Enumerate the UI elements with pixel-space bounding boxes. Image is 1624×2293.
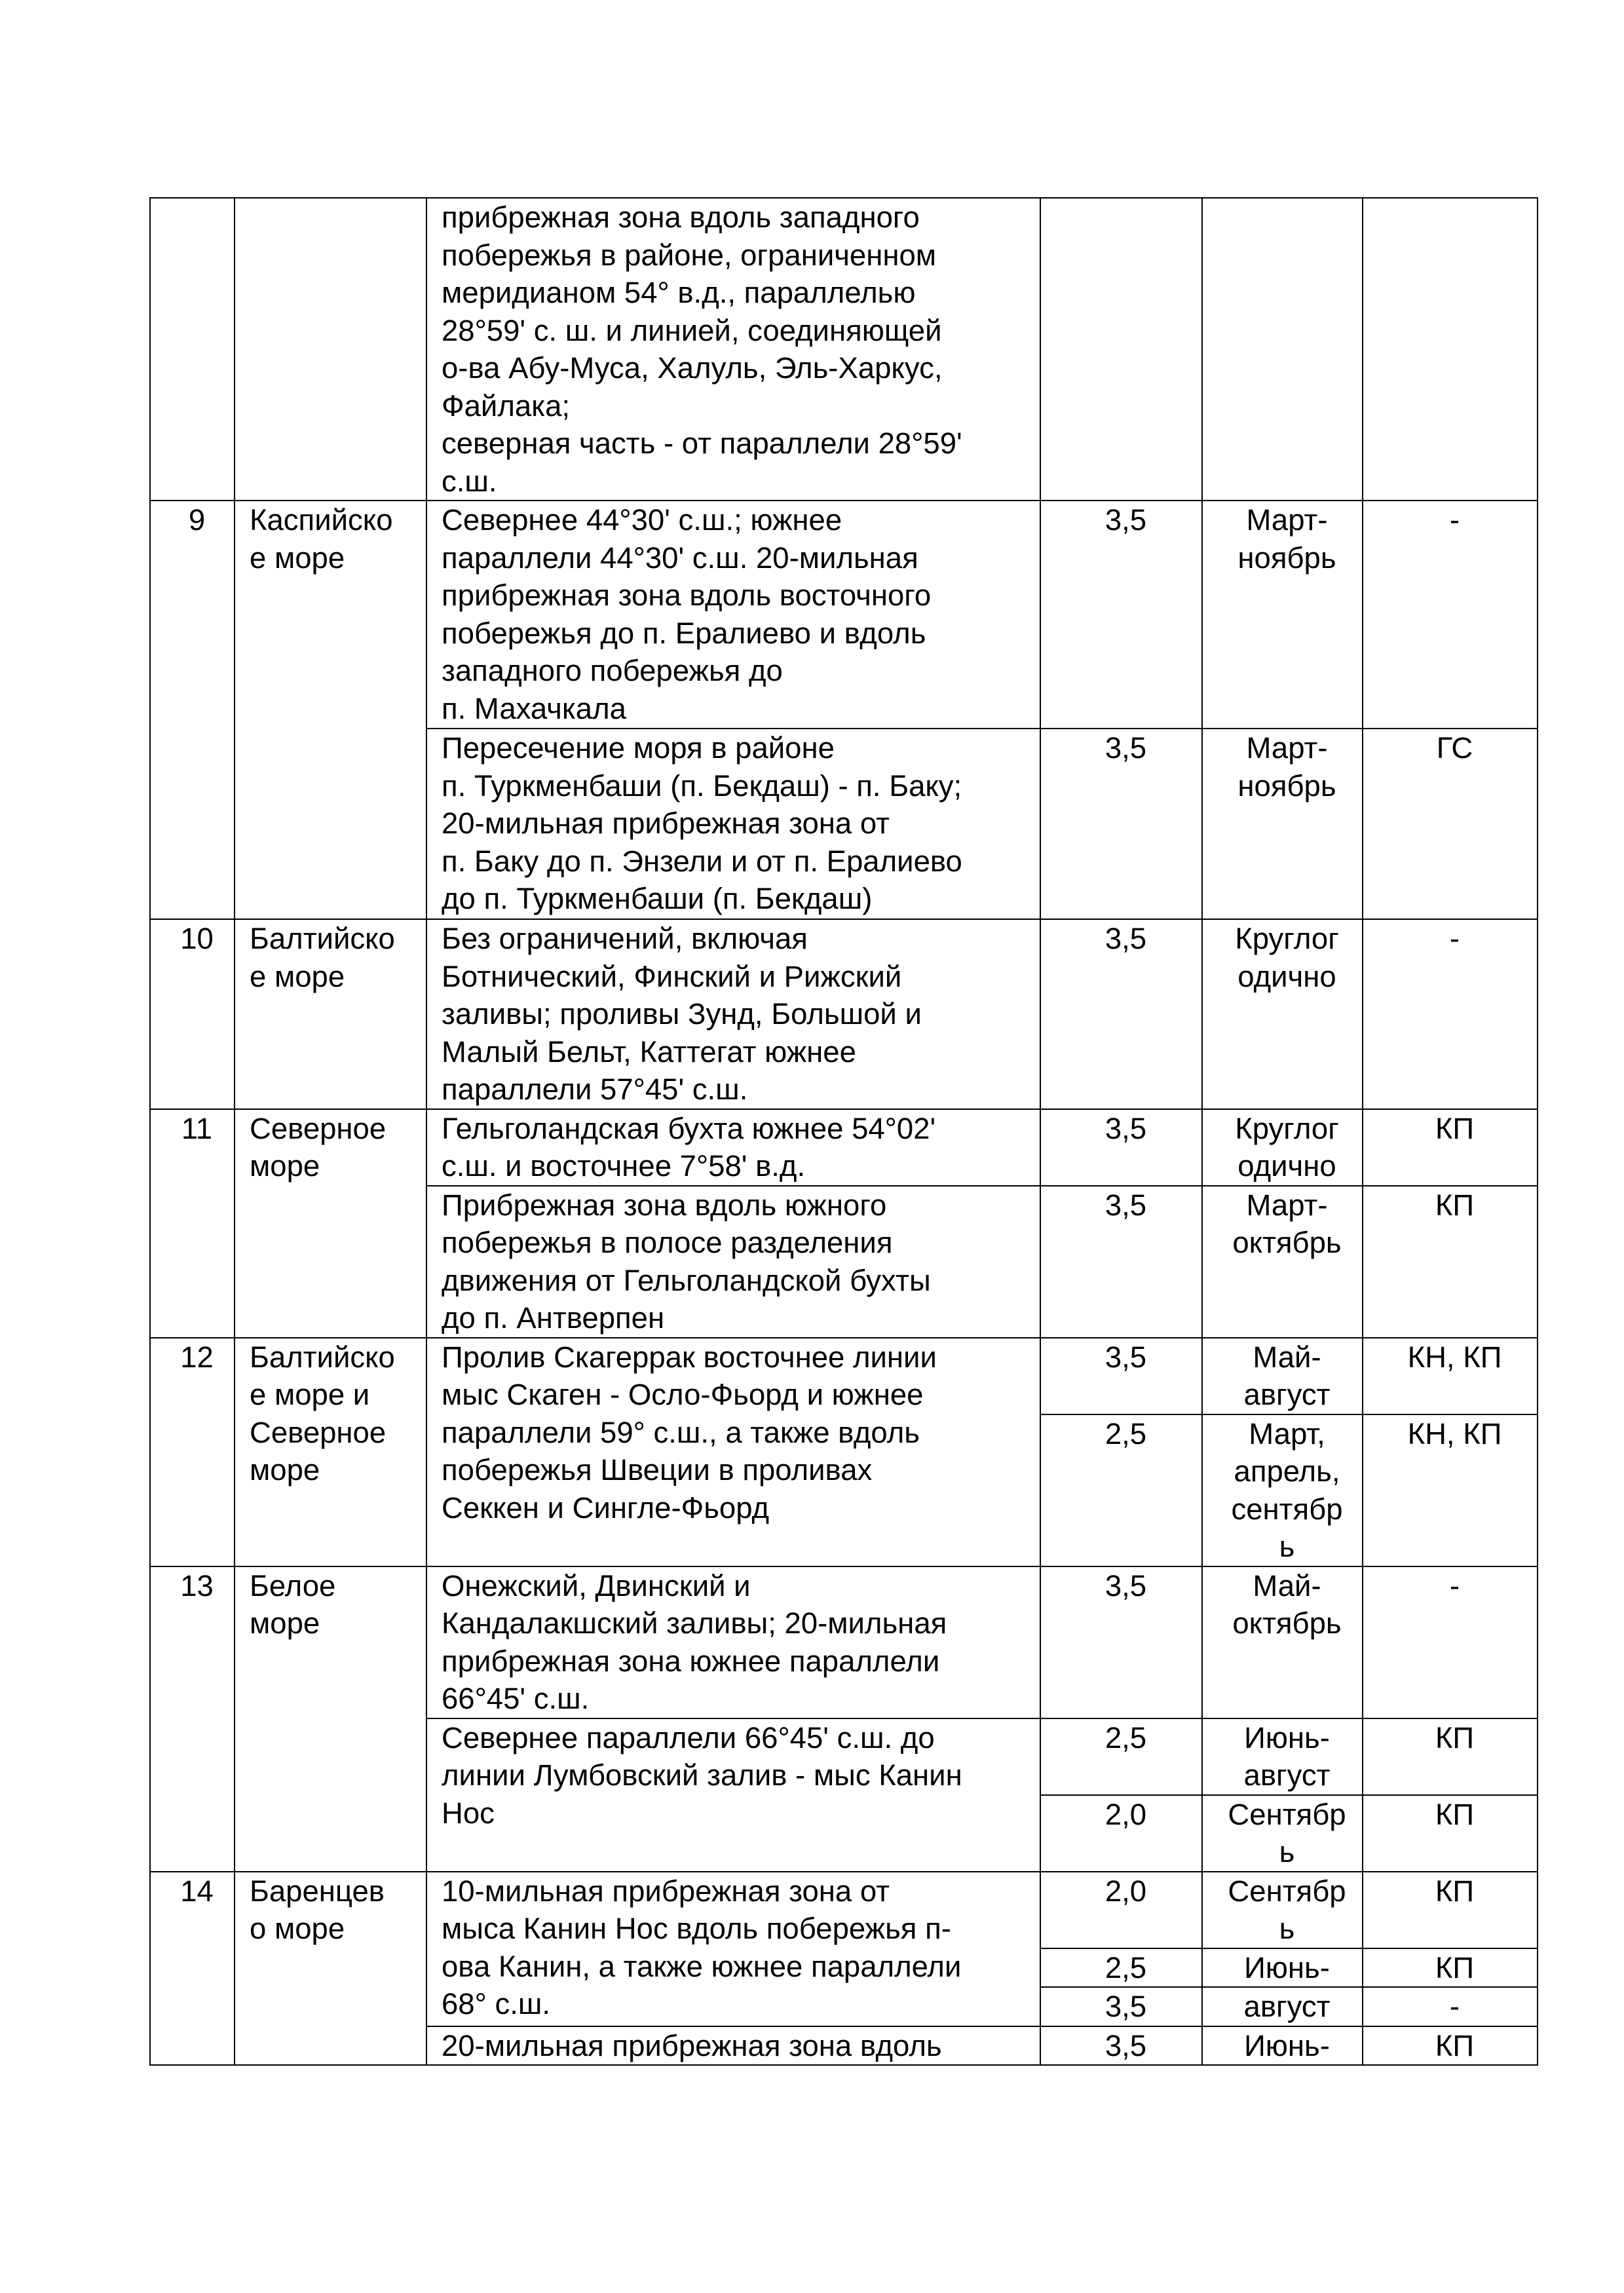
cell-sea: Балтийско е море и Северное море <box>235 1338 426 1566</box>
cell-period: Сентябр ь <box>1202 1795 1363 1872</box>
cell-area: Гельголандская бухта южнее 54°02' с.ш. и восточнее 7°58' в.д. <box>426 1109 1040 1186</box>
cell-period: Май- октябрь <box>1202 1566 1363 1718</box>
cell-period: Июнь- <box>1202 1948 1363 1988</box>
cell-number: 13 <box>150 1566 235 1872</box>
cell-area: Севернее 44°30' с.ш.; южнее параллели 44°30' с.ш. 20-мильная прибрежная зона вдоль восточного побережья до п. Ералиево и вдоль западного побережья до п. Махачкала <box>426 501 1040 729</box>
cell-period: август <box>1202 1987 1363 2026</box>
cell-notes: КП <box>1363 1948 1538 1988</box>
cell-wave-height: 3,5 <box>1040 2026 1202 2066</box>
cell-wave-height <box>1040 198 1202 501</box>
table-row <box>150 919 1538 1109</box>
cell-sea <box>235 198 426 501</box>
table-row <box>150 1338 1538 1414</box>
cell-wave-height: 3,5 <box>1040 501 1202 729</box>
table-row <box>150 1872 1538 1948</box>
cell-wave-height: 2,5 <box>1040 1718 1202 1795</box>
cell-period: Март- октябрь <box>1202 1186 1363 1338</box>
cell-sea: Баренцев о море <box>235 1872 426 2066</box>
cell-notes: КН, КП <box>1363 1338 1538 1414</box>
cell-wave-height: 3,5 <box>1040 1109 1202 1186</box>
cell-notes: - <box>1363 1987 1538 2026</box>
table-row <box>150 1109 1538 1186</box>
cell-number: 11 <box>150 1109 235 1338</box>
cell-wave-height: 2,0 <box>1040 1872 1202 1948</box>
cell-notes: КП <box>1363 1795 1538 1872</box>
cell-area: Севернее параллели 66°45' с.ш. до линии Лумбовский залив - мыс Канин Нос <box>426 1718 1040 1872</box>
cell-notes: КН, КП <box>1363 1414 1538 1566</box>
cell-area: 10-мильная прибрежная зона от мыса Канин Нос вдоль побережья п- ова Канин, а также южнее параллели 68° с.ш. <box>426 1872 1040 2026</box>
cell-sea: Балтийско е море <box>235 919 426 1109</box>
cell-period: Март, апрель, сентябр ь <box>1202 1414 1363 1566</box>
sea-areas-table <box>149 197 1538 2066</box>
cell-number <box>150 198 235 501</box>
cell-notes: КП <box>1363 1872 1538 1948</box>
cell-notes: - <box>1363 1566 1538 1718</box>
cell-notes: ГС <box>1363 729 1538 919</box>
cell-wave-height: 2,5 <box>1040 1414 1202 1566</box>
cell-period: Март- ноябрь <box>1202 729 1363 919</box>
cell-period: Июнь- август <box>1202 1718 1363 1795</box>
cell-sea: Белое море <box>235 1566 426 1872</box>
table-row <box>150 501 1538 729</box>
cell-notes: - <box>1363 919 1538 1109</box>
cell-number: 14 <box>150 1872 235 2066</box>
cell-period: Март- ноябрь <box>1202 501 1363 729</box>
cell-period: Сентябр ь <box>1202 1872 1363 1948</box>
cell-number: 9 <box>150 501 235 919</box>
cell-period: Круглог одично <box>1202 1109 1363 1186</box>
cell-period: Июнь- <box>1202 2026 1363 2066</box>
cell-wave-height: 3,5 <box>1040 1186 1202 1338</box>
cell-wave-height: 3,5 <box>1040 1338 1202 1414</box>
cell-sea: Северное море <box>235 1109 426 1338</box>
cell-area: прибрежная зона вдоль западного побережья в районе, ограниченном меридианом 54° в.д., параллелью 28°59' с. ш. и линией, соединяющей о-ва Абу-Муса, Халуль, Эль-Харкус, Файлака; северная часть - от параллели 28°59' с.ш. <box>426 198 1040 501</box>
cell-wave-height: 2,0 <box>1040 1795 1202 1872</box>
cell-area: Пересечение моря в районе п. Туркменбаши (п. Бекдаш) - п. Баку; 20-мильная прибрежная зона от п. Баку до п. Энзели и от п. Ералиево до п. Туркменбаши (п. Бекдаш) <box>426 729 1040 919</box>
cell-area: Пролив Скагеррак восточнее линии мыс Скаген - Осло-Фьорд и южнее параллели 59° с.ш., а также вдоль побережья Швеции в проливах Секкен и Сингле-Фьорд <box>426 1338 1040 1566</box>
cell-period <box>1202 198 1363 501</box>
cell-notes <box>1363 198 1538 501</box>
cell-notes: - <box>1363 501 1538 729</box>
cell-wave-height: 3,5 <box>1040 1566 1202 1718</box>
cell-notes: КП <box>1363 2026 1538 2066</box>
cell-period: Май- август <box>1202 1338 1363 1414</box>
cell-wave-height: 3,5 <box>1040 1987 1202 2026</box>
cell-notes: КП <box>1363 1109 1538 1186</box>
cell-area: Прибрежная зона вдоль южного побережья в полосе разделения движения от Гельголандской бухты до п. Антверпен <box>426 1186 1040 1338</box>
cell-number: 10 <box>150 919 235 1109</box>
table-row <box>150 1566 1538 1718</box>
cell-wave-height: 3,5 <box>1040 729 1202 919</box>
cell-area: 20-мильная прибрежная зона вдоль <box>426 2026 1040 2066</box>
table-row <box>150 198 1538 501</box>
cell-number: 12 <box>150 1338 235 1566</box>
cell-wave-height: 2,5 <box>1040 1948 1202 1988</box>
cell-period: Круглог одично <box>1202 919 1363 1109</box>
cell-sea: Каспийско е море <box>235 501 426 919</box>
cell-area: Онежский, Двинский и Кандалакшский заливы; 20-мильная прибрежная зона южнее параллели 66°45' с.ш. <box>426 1566 1040 1718</box>
cell-area: Без ограничений, включая Ботнический, Финский и Рижский заливы; проливы Зунд, Большой и Малый Бельт, Каттегат южнее параллели 57°45' с.ш. <box>426 919 1040 1109</box>
cell-notes: КП <box>1363 1718 1538 1795</box>
cell-notes: КП <box>1363 1186 1538 1338</box>
cell-wave-height: 3,5 <box>1040 919 1202 1109</box>
